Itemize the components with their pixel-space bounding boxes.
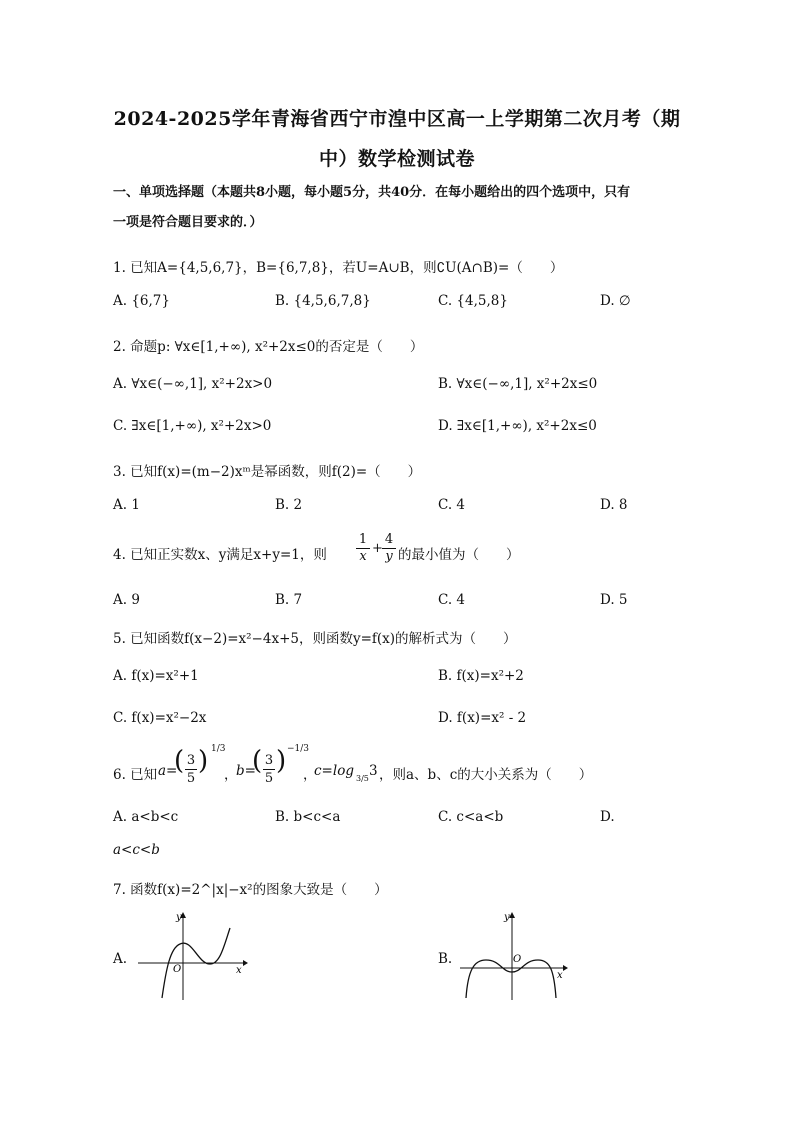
question-5-option-a: A. f(x)=x²+1 [113,668,199,684]
question-2-option-b: B. ∀x∈(−∞,1], x²+2x≤0 [438,376,598,392]
question-6-option-d-value: a<c<b [113,842,160,858]
graph-b-x-label: x [557,970,563,981]
question-6-option-d: D. [600,809,615,825]
question-4-fraction-1-denominator: x [356,548,370,565]
question-1-option-a: A. {6,7} [113,293,170,309]
question-6-a-exponent: 1/3 [211,744,226,754]
question-2-option-d: D. ∃x∈[1,+∞), x²+2x≤0 [438,418,597,434]
question-1-stem: 1. 已知A={4,5,6,7}，B={6,7,8}，若U=A∪B，则∁U(A∩B)=（ ） [113,260,564,276]
question-4-option-b: B. 7 [275,592,303,608]
question-6-a-lhs: a= [158,763,178,779]
exam-title-line-1: 2024-2025学年青海省西宁市湟中区高一上学期第二次月考（期 [113,108,681,130]
question-4-fraction-2-numerator: 4 [384,532,394,547]
section-heading-line-1: 一、单项选择题（本题共8小题，每小题5分，共40分．在每小题给出的四个选项中，只有 [113,185,631,200]
graph-a-x-label: x [236,965,242,976]
question-6-a-fraction [185,752,197,787]
question-6-b-denominator: 5 [264,771,274,786]
question-4-fraction-2-denominator: y [382,548,396,565]
question-5-option-b: B. f(x)=x²+2 [438,668,524,684]
question-1-option-b: B. {4,5,6,7,8} [275,293,371,309]
question-6-separator-1: ， [224,767,238,783]
graph-b-curve [466,960,556,998]
question-4-fraction-2 [382,532,396,565]
question-3-option-d: D. 8 [600,497,628,513]
question-2-stem: 2. 命题p: ∀x∈[1,+∞), x²+2x≤0的否定是（ ） [113,339,424,355]
question-6-b-paren-left: ( [252,746,263,776]
question-4-fraction-1 [356,532,370,565]
question-2-option-a: A. ∀x∈(−∞,1], x²+2x>0 [113,376,273,392]
graph-a-x-arrow [243,960,248,966]
section-heading-line-2: 一项是符合题目要求的．） [113,215,263,230]
question-4-plus: + [372,541,383,556]
question-4-fraction-1-numerator: 1 [358,532,368,547]
question-6-b-exponent: −1/3 [287,744,310,754]
question-7-stem: 7. 函数f(x)=2^|x|−x²的图象大致是（ ） [113,882,388,898]
question-7-graph-a [138,910,248,1002]
graph-a-origin-label: O [173,964,182,975]
exam-title-line-2: 中）数学检测试卷 [318,148,475,170]
question-6-c-log-argument: 3 [369,763,378,779]
question-6-a-numerator: 3 [186,753,196,768]
graph-a-y-label: y [176,912,182,923]
question-4-stem-prefix: 4. 已知正实数x、y满足x+y=1，则 [113,547,327,563]
question-5-option-d: D. f(x)=x² - 2 [438,710,527,726]
question-4-stem [113,543,327,563]
question-4-option-d: D. 5 [600,592,628,608]
question-3-stem: 3. 已知f(x)=(m−2)xᵐ是幂函数，则f(2)=（ ） [113,464,422,480]
question-1-option-c: C. {4,5,8} [438,293,508,309]
question-6-b-numerator: 3 [264,753,274,768]
question-6-c-log-base: 3/5 [356,774,369,783]
question-6-lead: 6. 已知 [113,767,158,783]
question-5-option-c: C. f(x)=x²−2x [113,710,207,726]
question-6-c-expression: c=log [314,763,354,779]
question-4-stem-suffix: 的最小值为（ ） [398,547,520,563]
question-2-option-c: C. ∃x∈[1,+∞), x²+2x>0 [113,418,272,434]
question-7-option-a-label: A. [113,951,128,967]
question-4-option-c: C. 4 [438,592,466,608]
graph-b-y-label: y [504,912,510,923]
question-6-option-b: B. b<c<a [275,809,341,825]
question-1-option-d: D. ∅ [600,293,631,309]
question-6-b-paren-right: ) [276,746,287,776]
question-6-tail: ，则a、b、c的大小关系为（ ） [379,767,593,783]
graph-b-x-arrow [563,965,568,971]
question-3-option-a: A. 1 [113,497,140,513]
question-6-b-fraction [263,752,275,787]
question-6-b-lhs: b= [236,763,256,779]
question-3-option-b: B. 2 [275,497,303,513]
question-7-option-b-label: B. [438,951,453,967]
question-6-a-denominator: 5 [186,771,196,786]
question-5-stem: 5. 已知函数f(x−2)=x²−4x+5，则函数y=f(x)的解析式为（ ） [113,631,517,647]
question-6-a-paren-right: ) [198,746,209,776]
section-heading [113,178,693,238]
question-3-option-c: C. 4 [438,497,466,513]
question-6-option-a: A. a<b<c [113,809,179,825]
question-4-option-a: A. 9 [113,592,140,608]
graph-b-y-arrow [509,912,515,918]
graph-b-origin-label: O [513,954,522,965]
question-7-graph-b [460,910,570,1002]
question-6-a-paren-left: ( [174,746,185,776]
question-6-option-c: C. c<a<b [438,809,504,825]
question-6-separator-2: ， [303,767,317,783]
